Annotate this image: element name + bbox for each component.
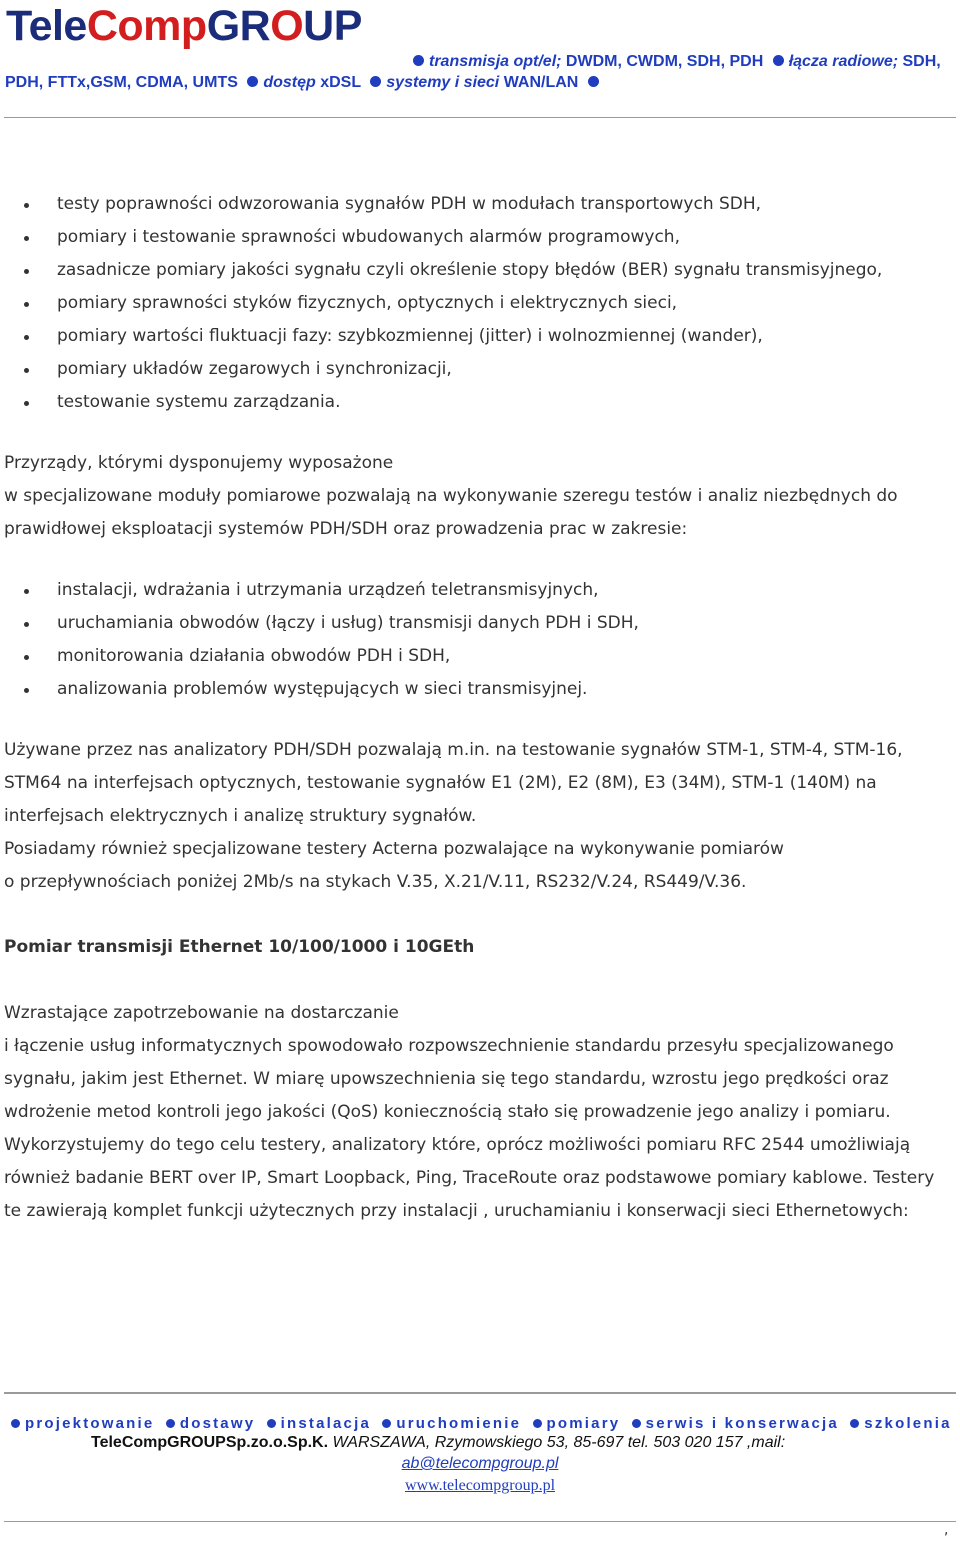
tagline-line-1 (408, 52, 941, 72)
bullet-dot-icon (533, 1419, 542, 1428)
list-item: pomiary układów zegarowych i synchronizacji, (0, 353, 882, 386)
logo-part: Tele (6, 2, 87, 50)
analyzers-paragraph (4, 734, 956, 899)
header-divider (4, 117, 956, 118)
company-logo (6, 2, 362, 50)
bullet-dot-icon (413, 55, 424, 66)
logo-part: O (270, 2, 304, 50)
tagline-item: DWDM, CWDM, SDH, PDH (561, 53, 768, 70)
service-item: projektowanie (25, 1415, 155, 1432)
tagline-line-2 (5, 73, 604, 93)
website-link[interactable]: www.telecompgroup.pl (404, 1477, 556, 1494)
section-heading: Pomiar transmisji Ethernet 10/100/1000 i 10GEth (4, 937, 475, 957)
paragraph-text: w specjalizowane moduły pomiarowe pozwalają na wykonywanie szeregu testów i analiz niezbędnych do prawidłowej eksploatacji systemów PDH/SDH oraz prowadzenia prac w zakresie: (4, 486, 898, 539)
service-item: szkolenia (864, 1415, 952, 1432)
tagline-item: dostęp (263, 74, 316, 91)
service-item: uruchomienie (396, 1415, 522, 1432)
footer-bottom-divider (4, 1521, 956, 1522)
list-item: instalacji, wdrażania i utrzymania urządzeń teletransmisyjnych, (0, 574, 639, 607)
service-item: instalacja (280, 1415, 372, 1432)
tagline-item: WAN/LAN (499, 74, 583, 91)
footer-divider (4, 1392, 956, 1394)
footer-email-row (0, 1453, 960, 1474)
paragraph-text: Posiadamy również specjalizowane testery Acterna pozwalające na wykonywanie pomiarów (4, 839, 784, 859)
bullet-dot-icon (166, 1419, 175, 1428)
bullet-dot-icon (382, 1419, 391, 1428)
list-item: analizowania problemów występujących w sieci transmisyjnej. (0, 673, 639, 706)
list-item: testy poprawności odwzorowania sygnałów PDH w modułach transportowych SDH, (0, 188, 882, 221)
paragraph-line: Wzrastające zapotrzebowanie na dostarczanie (4, 1003, 399, 1023)
bullet-dot-icon (247, 76, 258, 87)
list-item: uruchamiania obwodów (łączy i usług) transmisji danych PDH i SDH, (0, 607, 639, 640)
paragraph-line: Przyrządy, którymi dysponujemy wyposażone (4, 453, 394, 473)
paragraph-text: i łączenie usług informatycznych spowodowało rozpowszechnienie standardu przesyłu specjalizowanego sygnału, jakim jest Ethernet. W miarę upowszechnienia się tego standardu, wzrostu jego prędkości oraz wdrożenie metod kontroli jego jakości (QoS) koniecznością stało się prowadzenie jego analizy i pomiaru. Wykorzystujemy do tego celu testery, analizatory które, oprócz możliwości pomiaru RFC 2544 umożliwiają również badanie BERT over IP, Smart Loopback, Ping, TraceRoute oraz podstawowe pomiary kablowe. Testery te zawierają komplet funkcji użytecznych przy instalacji , uruchamianiu i konserwacji sieci Ethernetowych: (4, 1036, 935, 1221)
logo-part: UP (303, 2, 362, 50)
tagline-item: SDH, (898, 53, 941, 70)
list-item: pomiary sprawności styków fizycznych, optycznych i elektrycznych sieci, (0, 287, 882, 320)
service-item: serwis i konserwacja (645, 1415, 839, 1432)
tagline-item: xDSL (315, 74, 366, 91)
bullet-dot-icon (267, 1419, 276, 1428)
tagline-item: systemy i sieci (386, 74, 500, 91)
list-item: monitorowania działania obwodów PDH i SDH, (0, 640, 639, 673)
logo-part: Comp (86, 2, 207, 50)
bullet-dot-icon (11, 1419, 20, 1428)
company-name: TeleCompGROUPSp.zo.o.Sp.K. (91, 1434, 329, 1451)
list-item: testowanie systemu zarządzania. (0, 386, 882, 419)
paragraph-text: o przepływnościach poniżej 2Mb/s na stykach V.35, X.21/V.11, RS232/V.24, RS449/V.36. (4, 872, 747, 892)
bullet-dot-icon (370, 76, 381, 87)
bullet-dot-icon (588, 76, 599, 87)
scope-list (0, 574, 639, 706)
corner-mark: , (944, 1522, 949, 1538)
bullet-dot-icon (632, 1419, 641, 1428)
service-item: dostawy (179, 1415, 256, 1432)
list-item: pomiary wartości fluktuacji fazy: szybkozmiennej (jitter) i wolnozmiennej (wander), (0, 320, 882, 353)
address-text: WARSZAWA, Rzymowskiego 53, 85-697 tel. 503 020 157 ,mail: (328, 1434, 786, 1451)
measurement-list (0, 188, 882, 419)
footer-address (91, 1433, 785, 1453)
instruments-paragraph (4, 447, 956, 546)
ethernet-paragraph (4, 997, 956, 1228)
logo-part: GR (206, 2, 271, 50)
tagline-item: transmisja opt/el; (429, 53, 562, 70)
tagline-item: PDH, FTTx,GSM, CDMA, UMTS (5, 74, 243, 91)
list-item: zasadnicze pomiary jakości sygnału czyli określenie stopy błędów (BER) sygnału transmisyjnego, (0, 254, 882, 287)
service-item: pomiary (546, 1415, 621, 1432)
list-item: pomiary i testowanie sprawności wbudowanych alarmów programowych, (0, 221, 882, 254)
footer-services (6, 1415, 960, 1433)
email-link[interactable]: ab@telecompgroup.pl (401, 1455, 559, 1472)
bullet-dot-icon (850, 1419, 859, 1428)
tagline-item: łącza radiowe; (788, 53, 899, 70)
footer-website-row (0, 1475, 960, 1496)
bullet-dot-icon (773, 55, 784, 66)
paragraph-text: Używane przez nas analizatory PDH/SDH pozwalają m.in. na testowanie sygnałów STM-1, STM-4, STM-16, STM64 na interfejsach optycznych, testowanie sygnałów E1 (2M), E2 (8M), E3 (34M), STM-1 (140M) na interfejsach elektrycznych i analizę struktury sygnałów. (4, 740, 903, 826)
